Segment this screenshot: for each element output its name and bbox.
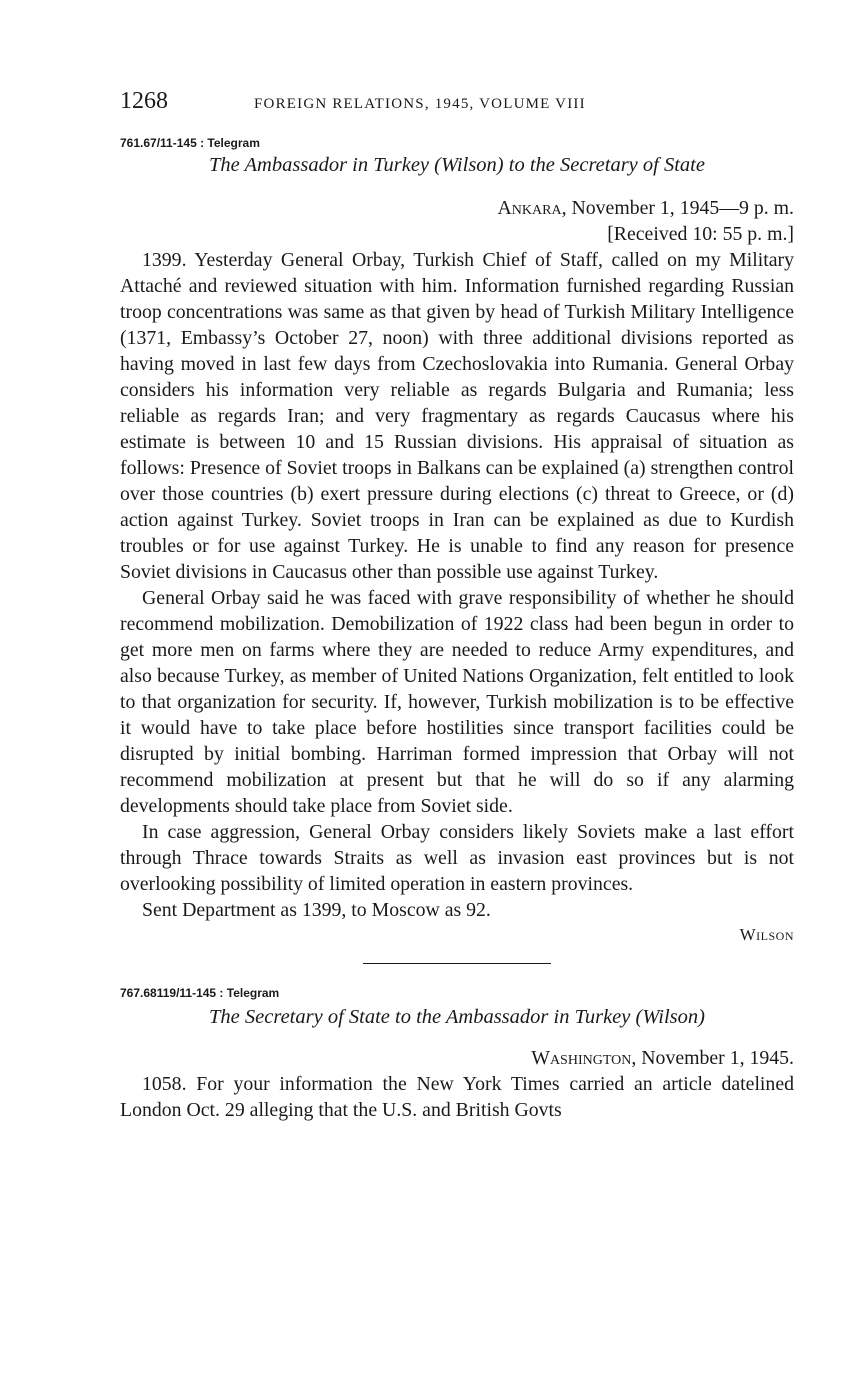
body-paragraph: General Orbay said he was faced with grave responsibility of whether he should recommend mobilization. Demobilization of 1922 class had been begun in order to get more men on farms where they are needed to reduce Army expenditures, and also because Turkey, as member of United Nations Organization, felt entitled to look to that organization for security. If, however, Turkish mobilization is to be effective it would have to take place before hostilities since transport facilities could be disrupted by initial bombing. Harriman formed impression that Orbay will not recommend mobilization at present but that he will do so if any alarming developments should take place from Soviet side. [120, 587, 794, 817]
page-header [120, 88, 794, 128]
page-number: 1268 [120, 88, 168, 114]
dateline [120, 1045, 794, 1071]
document-title: The Ambassador in Turkey (Wilson) to the Secretary of State [209, 154, 705, 176]
document-page [120, 88, 794, 1123]
received-note: [Received 10: 55 p. m.] [607, 223, 794, 245]
body-paragraph: 1399. Yesterday General Orbay, Turkish Chief of Staff, called on my Military Attaché and reviewed situation with him. Information furnished regarding Russian troop concentrations was same as that given by head of Turkish Military Intelligence (1371, Embassy’s October 27, noon) with three additional divisions reported as having moved in last few days from Czechoslovakia into Rumania. General Orbay considers his information very reliable as regards Bulgaria and Rumania; less reliable as regards Iran; and very fragmentary as regards Caucasus where his estimate is between 10 and 15 Russian divisions. His appraisal of situation as follows: Presence of Soviet troops in Balkans can be explained (a) strengthen control over those countries (b) exert pressure during elections (c) threat to Greece, or (d) action against Turkey. Soviet troops in Iran can be explained as due to Kurdish troubles or for use against Turkey. He is unable to find any reason for presence Soviet divisions in Caucasus other than possible use against Turkey. [120, 249, 794, 583]
running-title: FOREIGN RELATIONS, 1945, VOLUME VIII [254, 96, 586, 112]
file-reference: 761.67/11-145 : Telegram [120, 136, 260, 150]
body-paragraph: In case aggression, General Orbay considers likely Soviets make a last effort through Thrace towards Straits as well as invasion east provinces but is not overlooking possibility of limited operation in eastern provinces. [120, 821, 794, 895]
dateline-place: Washington, [531, 1047, 637, 1069]
body-paragraph: Sent Department as 1399, to Moscow as 92. [142, 899, 491, 921]
signature: Wilson [739, 925, 794, 944]
dateline-date: November 1, 1945. [641, 1047, 794, 1069]
dateline-place: Ankara, [497, 197, 567, 219]
section-divider [363, 963, 551, 964]
document-title: The Secretary of State to the Ambassador in Turkey (Wilson) [209, 1006, 705, 1028]
dateline-date: November 1, 1945—9 p. m. [571, 197, 794, 219]
file-reference: 767.68119/11-145 : Telegram [120, 986, 280, 1000]
dateline [120, 195, 794, 221]
body-paragraph: 1058. For your information the New York Times carried an article datelined London Oct. 29 alleging that the U.S. and British Govts [120, 1073, 794, 1121]
